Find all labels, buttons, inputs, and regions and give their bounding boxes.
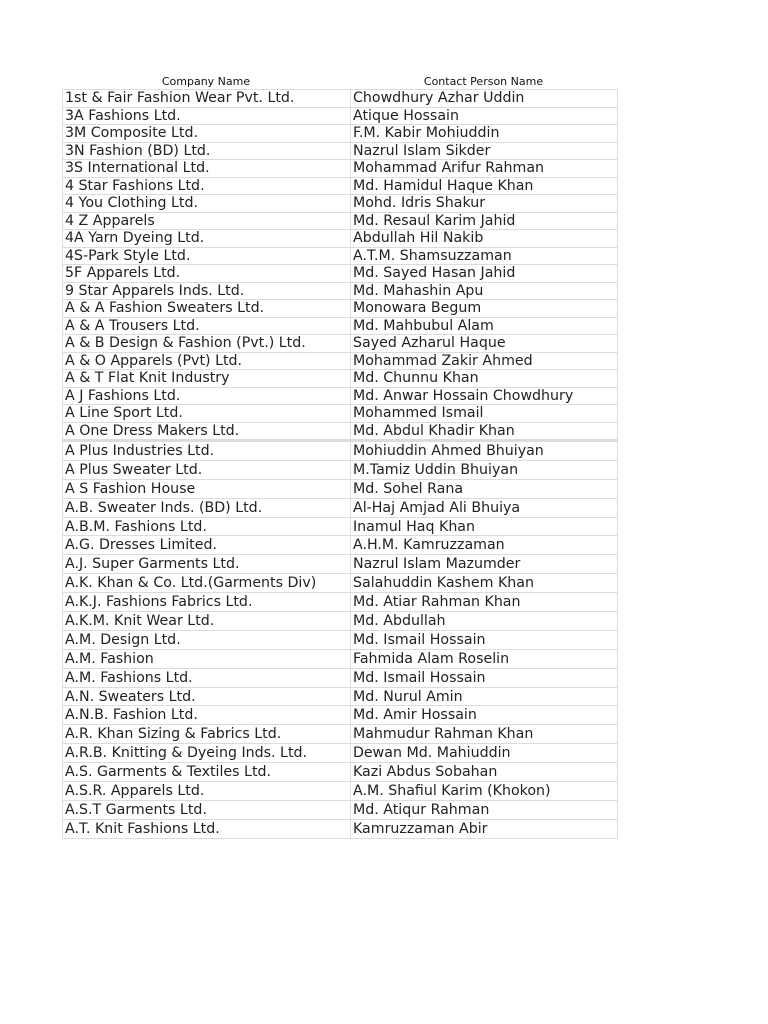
company-name-cell: 4 Star Fashions Ltd.	[63, 177, 351, 195]
table-body	[63, 90, 618, 839]
table-row	[63, 387, 618, 405]
table-row	[63, 687, 618, 706]
table-row	[63, 800, 618, 819]
company-name-cell: A.K. Khan & Co. Ltd.(Garments Div)	[63, 574, 351, 593]
company-name-cell: A Plus Sweater Ltd.	[63, 460, 351, 479]
company-name-cell: A & T Flat Knit Industry	[63, 370, 351, 388]
contact-person-cell: F.M. Kabir Mohiuddin	[351, 125, 618, 143]
company-name-cell: A Line Sport Ltd.	[63, 405, 351, 423]
company-name-cell: A Plus Industries Ltd.	[63, 441, 351, 461]
contact-person-cell: Mohammed Ismail	[351, 405, 618, 423]
table-row	[63, 247, 618, 265]
contact-person-cell: Kazi Abdus Sobahan	[351, 763, 618, 782]
contact-person-cell: Md. Anwar Hossain Chowdhury	[351, 387, 618, 405]
table-row	[63, 282, 618, 300]
table-row	[63, 706, 618, 725]
company-name-cell: A.N. Sweaters Ltd.	[63, 687, 351, 706]
company-name-cell: 3N Fashion (BD) Ltd.	[63, 142, 351, 160]
contact-person-cell: Atique Hossain	[351, 107, 618, 125]
company-name-cell: 4S-Park Style Ltd.	[63, 247, 351, 265]
company-name-cell: A.N.B. Fashion Ltd.	[63, 706, 351, 725]
contact-person-cell: Mahmudur Rahman Khan	[351, 725, 618, 744]
contact-person-cell: Md. Sayed Hasan Jahid	[351, 265, 618, 283]
table-row	[63, 593, 618, 612]
contact-person-cell: Inamul Haq Khan	[351, 517, 618, 536]
contact-person-cell: Abdullah Hil Nakib	[351, 230, 618, 248]
contact-person-cell: Nazrul Islam Sikder	[351, 142, 618, 160]
table-row	[63, 370, 618, 388]
table-row	[63, 555, 618, 574]
table-row	[63, 335, 618, 353]
contact-person-cell: Salahuddin Kashem Khan	[351, 574, 618, 593]
table-row	[63, 725, 618, 744]
company-name-cell: 3S International Ltd.	[63, 160, 351, 178]
company-name-cell: 9 Star Apparels Inds. Ltd.	[63, 282, 351, 300]
contact-person-cell: A.M. Shafiul Karim (Khokon)	[351, 782, 618, 801]
contact-person-cell: Md. Sohel Rana	[351, 479, 618, 498]
contact-person-cell: Fahmida Alam Roselin	[351, 649, 618, 668]
contact-person-cell: Mohd. Idris Shakur	[351, 195, 618, 213]
company-name-cell: A.G. Dresses Limited.	[63, 536, 351, 555]
table-row	[63, 230, 618, 248]
table-row	[63, 819, 618, 838]
company-name-cell: A.B. Sweater Inds. (BD) Ltd.	[63, 498, 351, 517]
contact-person-cell: Md. Atiar Rahman Khan	[351, 593, 618, 612]
contact-person-cell: Monowara Begum	[351, 300, 618, 318]
contact-person-cell: A.T.M. Shamsuzzaman	[351, 247, 618, 265]
company-name-cell: A & A Trousers Ltd.	[63, 317, 351, 335]
table-row	[63, 142, 618, 160]
contact-person-cell: Mohammad Arifur Rahman	[351, 160, 618, 178]
company-name-cell: 4 You Clothing Ltd.	[63, 195, 351, 213]
contact-person-cell: Kamruzzaman Abir	[351, 819, 618, 838]
company-name-cell: 1st & Fair Fashion Wear Pvt. Ltd.	[63, 90, 351, 108]
table-row	[63, 90, 618, 108]
company-name-cell: A.M. Design Ltd.	[63, 630, 351, 649]
table-row	[63, 212, 618, 230]
company-name-cell: A.M. Fashion	[63, 649, 351, 668]
table-row	[63, 630, 618, 649]
company-name-cell: 3M Composite Ltd.	[63, 125, 351, 143]
table-row	[63, 574, 618, 593]
table-row	[63, 422, 618, 441]
contact-person-cell: Md. Atiqur Rahman	[351, 800, 618, 819]
company-name-cell: A.R.B. Knitting & Dyeing Inds. Ltd.	[63, 744, 351, 763]
company-name-cell: A.M. Fashions Ltd.	[63, 668, 351, 687]
company-name-cell: A.T. Knit Fashions Ltd.	[63, 819, 351, 838]
company-name-cell: 4A Yarn Dyeing Ltd.	[63, 230, 351, 248]
table-row	[63, 782, 618, 801]
table-row	[63, 536, 618, 555]
header-row	[62, 72, 617, 89]
company-name-cell: A One Dress Makers Ltd.	[63, 422, 351, 441]
contact-person-cell: Md. Mahbubul Alam	[351, 317, 618, 335]
table-row	[63, 479, 618, 498]
company-name-cell: A & B Design & Fashion (Pvt.) Ltd.	[63, 335, 351, 353]
company-name-cell: A.J. Super Garments Ltd.	[63, 555, 351, 574]
contact-person-cell: Md. Abdul Khadir Khan	[351, 422, 618, 441]
company-contact-table	[62, 89, 618, 839]
contact-person-cell: Md. Resaul Karim Jahid	[351, 212, 618, 230]
contact-person-cell: Chowdhury Azhar Uddin	[351, 90, 618, 108]
table-row	[63, 352, 618, 370]
company-name-cell: A S Fashion House	[63, 479, 351, 498]
contact-person-cell: A.H.M. Kamruzzaman	[351, 536, 618, 555]
contact-person-cell: M.Tamiz Uddin Bhuiyan	[351, 460, 618, 479]
company-name-cell: A & A Fashion Sweaters Ltd.	[63, 300, 351, 318]
contact-person-cell: Md. Chunnu Khan	[351, 370, 618, 388]
table-row	[63, 460, 618, 479]
table-row	[63, 612, 618, 631]
table-row	[63, 441, 618, 461]
table-row	[63, 498, 618, 517]
contact-person-cell: Md. Hamidul Haque Khan	[351, 177, 618, 195]
table-row	[63, 517, 618, 536]
contact-person-cell: Mohammad Zakir Ahmed	[351, 352, 618, 370]
company-name-cell: A.K.M. Knit Wear Ltd.	[63, 612, 351, 631]
table-row	[63, 107, 618, 125]
contact-person-cell: Md. Amir Hossain	[351, 706, 618, 725]
contact-person-cell: Al-Haj Amjad Ali Bhuiya	[351, 498, 618, 517]
table-row	[63, 668, 618, 687]
company-name-cell: A.B.M. Fashions Ltd.	[63, 517, 351, 536]
contact-person-cell: Dewan Md. Mahiuddin	[351, 744, 618, 763]
table-row	[63, 125, 618, 143]
company-name-cell: A.S.R. Apparels Ltd.	[63, 782, 351, 801]
table-row	[63, 300, 618, 318]
contact-person-cell: Md. Nurul Amin	[351, 687, 618, 706]
table-row	[63, 177, 618, 195]
contact-person-cell: Nazrul Islam Mazumder	[351, 555, 618, 574]
table-row	[63, 195, 618, 213]
company-name-cell: A J Fashions Ltd.	[63, 387, 351, 405]
company-name-header: Company Name	[161, 75, 251, 88]
contact-person-cell: Sayed Azharul Haque	[351, 335, 618, 353]
table-row	[63, 763, 618, 782]
company-name-cell: A.S.T Garments Ltd.	[63, 800, 351, 819]
table-row	[63, 649, 618, 668]
table-row	[63, 744, 618, 763]
company-name-cell: 3A Fashions Ltd.	[63, 107, 351, 125]
company-name-cell: 5F Apparels Ltd.	[63, 265, 351, 283]
company-name-cell: 4 Z Apparels	[63, 212, 351, 230]
contact-person-header: Contact Person Name	[423, 75, 544, 88]
contact-person-cell: Md. Mahashin Apu	[351, 282, 618, 300]
company-name-cell: A.K.J. Fashions Fabrics Ltd.	[63, 593, 351, 612]
table-row	[63, 317, 618, 335]
company-name-cell: A.S. Garments & Textiles Ltd.	[63, 763, 351, 782]
contact-person-cell: Md. Ismail Hossain	[351, 630, 618, 649]
contact-person-cell: Mohiuddin Ahmed Bhuiyan	[351, 441, 618, 461]
contact-person-cell: Md. Ismail Hossain	[351, 668, 618, 687]
table-row	[63, 160, 618, 178]
table-row	[63, 405, 618, 423]
company-name-cell: A & O Apparels (Pvt) Ltd.	[63, 352, 351, 370]
spreadsheet	[62, 72, 617, 839]
table-row	[63, 265, 618, 283]
company-name-cell: A.R. Khan Sizing & Fabrics Ltd.	[63, 725, 351, 744]
contact-person-cell: Md. Abdullah	[351, 612, 618, 631]
